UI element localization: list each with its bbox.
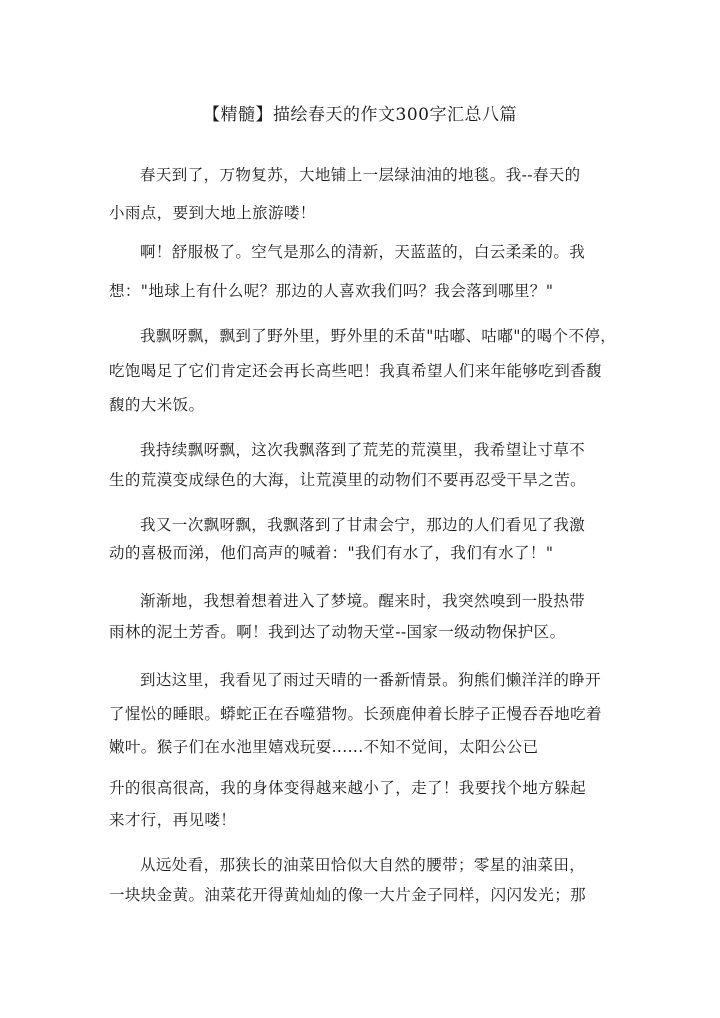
- paragraph-1-line-1: 春天到了，万物复苏，大地铺上一层绿油油的地毯。我--春天的: [140, 166, 581, 184]
- paragraph-6-line-2: 雨林的泥土芳香。啊！我到达了动物天堂--国家一级动物保护区。: [109, 623, 566, 641]
- paragraph-2-line-1: 啊！舒服极了。空气是那么的清新，天蓝蓝的，白云柔柔的。我: [140, 243, 586, 261]
- paragraph-4-line-1: 我持续飘呀飘，这次我飘落到了荒芜的荒漠里，我希望让寸草不: [140, 441, 586, 459]
- paragraph-7-line-3: 嫩叶。猴子们在水池里嬉戏玩耍......不知不觉间，太阳公公已: [109, 738, 539, 756]
- paragraph-5-line-2: 动的喜极而涕，他们高声的喊着："我们有水了，我们有水了！": [109, 544, 554, 562]
- document-title: 【精髓】描绘春天的作文300字汇总八篇: [203, 105, 517, 125]
- paragraph-4-line-2: 生的荒漠变成绿色的大海，让荒漠里的动物们不要再忍受干旱之苦。: [109, 471, 587, 489]
- paragraph-3-line-3: 馥的大米饭。: [109, 396, 205, 414]
- paragraph-1-line-2: 小雨点，要到大地上旅游喽！: [109, 204, 316, 222]
- paragraph-7-line-1: 到达这里，我看见了雨过天晴的一番新情景。狗熊们懒洋洋的睁开: [140, 671, 602, 689]
- paragraph-8-line-2: 来才行，再见喽！: [109, 811, 237, 829]
- paragraph-9-line-1: 从远处看，那狭长的油菜田恰似大自然的腰带；零星的油菜田，: [140, 856, 586, 874]
- paragraph-2-line-2: 想："地球上有什么呢？那边的人喜欢我们吗？我会落到哪里？": [109, 282, 554, 300]
- paragraph-9-line-2: 一块块金黄。油菜花开得黄灿灿的像一大片金子同样，闪闪发光；那: [109, 886, 587, 904]
- paragraph-8-line-1: 升的很高很高，我的身体变得越来越小了，走了！我要找个地方躲起: [109, 779, 587, 797]
- paragraph-3-line-2: 吃饱喝足了它们肯定还会再长高些吧！我真希望人们来年能够吃到香馥: [109, 362, 602, 380]
- paragraph-6-line-1: 渐渐地，我想着想着进入了梦境。醒来时，我突然嗅到一股热带: [140, 592, 586, 610]
- paragraph-3-line-1: 我飘呀飘，飘到了野外里，野外里的禾苗"咕嘟、咕嘟"的喝个不停，: [140, 327, 617, 345]
- paragraph-7-line-2: 了惺忪的睡眼。蟒蛇正在吞噬猎物。长颈鹿伸着长脖子正慢吞吞地吃着: [109, 705, 602, 723]
- paragraph-5-line-1: 我又一次飘呀飘，我飘落到了甘肃会宁，那边的人们看见了我激: [140, 516, 586, 534]
